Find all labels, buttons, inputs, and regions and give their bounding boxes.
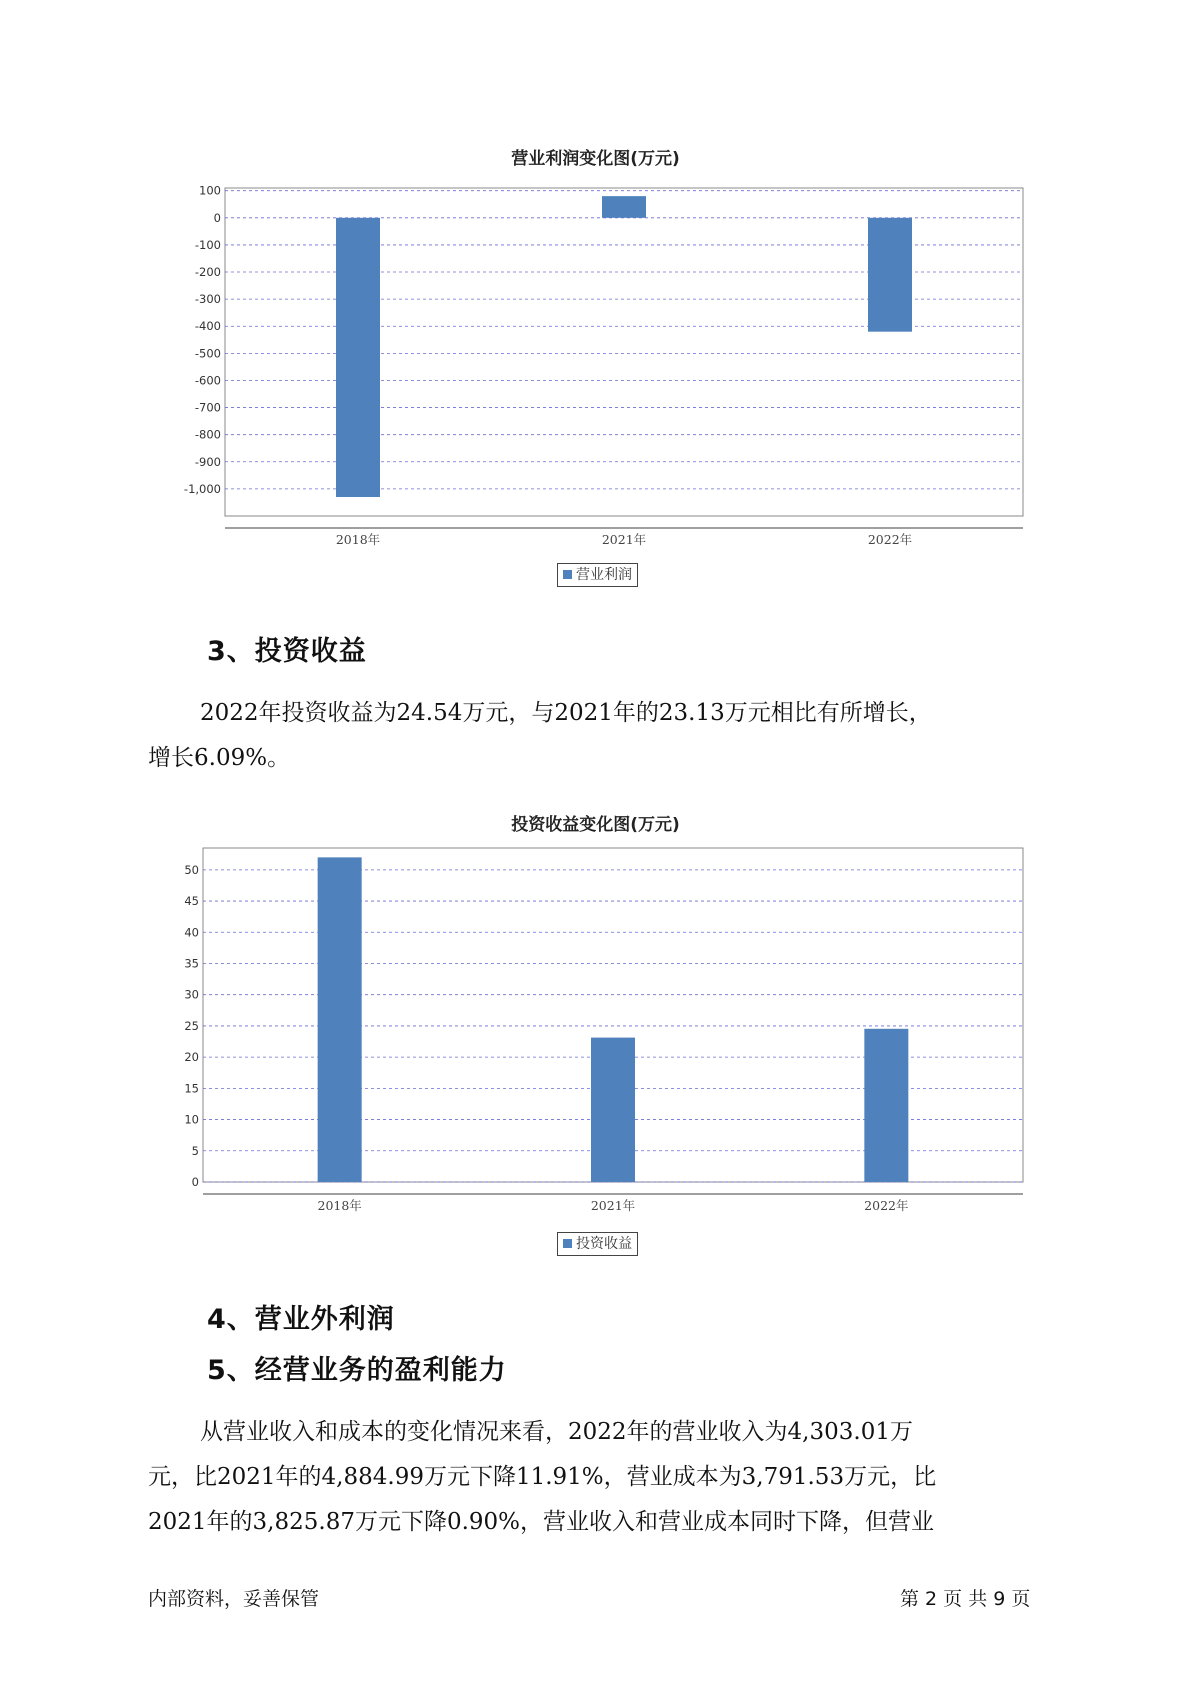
bar-投资收益-2022年: [864, 1029, 908, 1182]
bar-投资收益-2018年: [318, 857, 362, 1182]
x-tick-label: 2022年: [864, 1198, 909, 1213]
footer-page-number: 第 2 页 共 9 页: [900, 1588, 1031, 1610]
section5-paragraph: [148, 1410, 1053, 1545]
y-tick-label: -600: [194, 373, 221, 388]
bar-营业利润-2018年: [336, 218, 380, 497]
chart2-legend-label: 投资收益: [576, 1236, 632, 1252]
legend-swatch-icon: [563, 1239, 572, 1248]
investment-income-chart-svg: [150, 848, 1030, 1213]
y-tick-label: -300: [194, 292, 221, 307]
section5-line-2: 元，比2021年的4,884.99万元下降11.91%，营业成本为3,791.53万元，比: [148, 1464, 937, 1490]
section5-line-1: 从营业收入和成本的变化情况来看，2022年的营业收入为4,303.01万: [200, 1419, 913, 1445]
chart2-title: 投资收益变化图(万元): [511, 815, 680, 835]
x-tick-label: 2018年: [335, 532, 381, 547]
y-tick-label: 30: [184, 987, 199, 1002]
x-tick-label: 2021年: [601, 532, 647, 547]
section3-line-2: 增长6.09%。: [148, 745, 291, 771]
y-tick-label: -400: [194, 319, 221, 334]
y-tick-label: 35: [184, 956, 199, 971]
chart1-legend-label: 营业利润: [576, 567, 632, 583]
y-tick-label: 50: [184, 862, 199, 877]
section5-line-3: 2021年的3,825.87万元下降0.90%，营业收入和营业成本同时下降，但营业: [148, 1509, 935, 1535]
y-tick-label: -900: [194, 454, 221, 469]
y-tick-label: 20: [184, 1050, 199, 1065]
section3-paragraph: [148, 691, 1053, 781]
section5-heading: 5、经营业务的盈利能力: [207, 1355, 507, 1386]
y-tick-label: -500: [194, 346, 221, 361]
y-tick-label: -1,000: [183, 481, 221, 496]
y-tick-label: 15: [184, 1081, 199, 1096]
section3-line-1: 2022年投资收益为24.54万元，与2021年的23.13万元相比有所增长，: [200, 700, 932, 726]
y-tick-label: 100: [199, 183, 221, 198]
y-tick-label: 25: [184, 1018, 199, 1033]
y-tick-label: 40: [184, 925, 199, 940]
section3-heading: 3、投资收益: [207, 636, 367, 667]
x-tick-label: 2018年: [317, 1198, 362, 1213]
section4-heading: 4、营业外利润: [207, 1304, 395, 1335]
investment-income-chart: [150, 848, 1030, 1213]
y-tick-label: -200: [194, 265, 221, 280]
chart1-title: 营业利润变化图(万元): [511, 149, 680, 169]
y-tick-label: 10: [184, 1112, 199, 1127]
y-tick-label: -700: [194, 400, 221, 415]
operating-profit-chart: [150, 180, 1030, 547]
x-tick-label: 2021年: [590, 1198, 636, 1213]
bar-营业利润-2021年: [602, 196, 646, 218]
x-tick-label: 2022年: [867, 532, 913, 547]
chart2-legend: [557, 1232, 638, 1256]
bar-营业利润-2022年: [868, 218, 912, 332]
chart1-legend: [557, 563, 638, 587]
y-tick-label: -800: [194, 427, 221, 442]
footer-confidential: 内部资料，妥善保管: [148, 1588, 320, 1610]
y-tick-label: 5: [191, 1143, 199, 1158]
y-tick-label: 0: [213, 210, 221, 225]
bar-投资收益-2021年: [591, 1038, 635, 1182]
operating-profit-chart-svg: [150, 180, 1030, 547]
legend-swatch-icon: [563, 570, 572, 579]
y-tick-label: 0: [191, 1175, 199, 1189]
y-tick-label: 45: [184, 894, 199, 909]
y-tick-label: -100: [194, 237, 221, 252]
